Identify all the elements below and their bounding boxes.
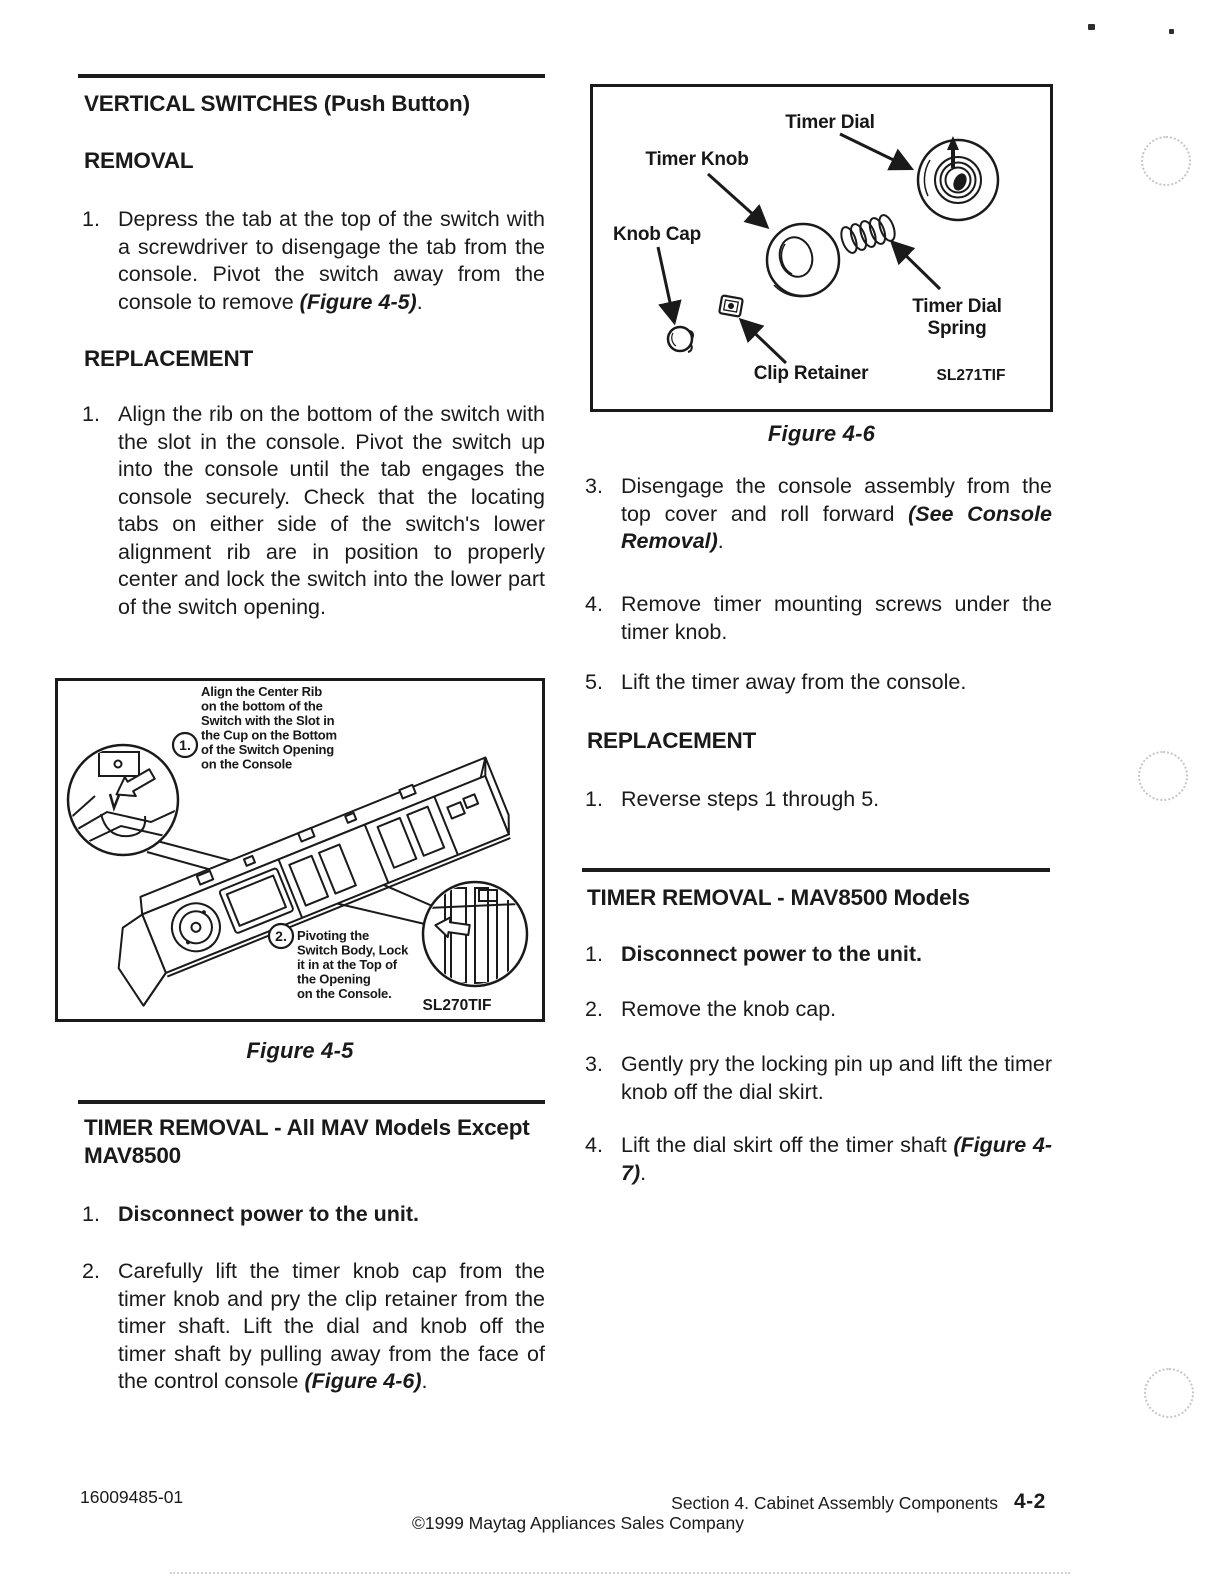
- replacement-step-1: [82, 401, 545, 621]
- figure-4-6-caption: Figure 4-6: [767, 421, 876, 446]
- section-divider-rule: [582, 868, 1050, 872]
- footer-page-number: 4-2: [1014, 1490, 1046, 1513]
- mav8500-step-4: [585, 1132, 1052, 1187]
- callout-2-number: 2.: [275, 928, 287, 944]
- step-number: 2.: [82, 1259, 100, 1283]
- mav8500-step-3: [585, 1051, 1052, 1106]
- step-text-run: Carefully lift the timer knob cap from the timer knob and pry the clip retainer from the timer shaft. Lift the dial and knob off the timer shaft by pulling away from the face of the control console: [118, 1259, 545, 1393]
- figure-4-6-image: [590, 84, 1053, 412]
- section-title-timer-removal-mav8500: TIMER REMOVAL - MAV8500 Models: [587, 885, 970, 910]
- scan-artifact-dot: [1169, 29, 1174, 34]
- step-text: Lift the timer away from the console.: [621, 670, 967, 694]
- scan-artifact-punch-ring: [1138, 751, 1188, 801]
- step-number: 3.: [585, 474, 603, 498]
- step-text-run: Lift the dial skirt off the timer shaft: [621, 1133, 954, 1157]
- step-number: 4.: [585, 1133, 603, 1157]
- footer-copyright: ©1999 Maytag Appliances Sales Company: [412, 1513, 744, 1533]
- step-number: 5.: [585, 670, 603, 694]
- step-number: 1.: [82, 207, 100, 231]
- step-number: 3.: [585, 1052, 603, 1076]
- figure-code-label: SL270TIF: [422, 997, 492, 1014]
- callout-1-line: of the Switch Opening: [201, 742, 335, 757]
- step-text: Gently pry the locking pin up and lift the timer knob off the dial skirt.: [621, 1052, 1052, 1104]
- callout-1-line: on the bottom of the: [201, 698, 323, 714]
- timer-removal-step-4: [585, 591, 1052, 646]
- section-divider-rule: [78, 74, 545, 78]
- heading-replacement: REPLACEMENT: [84, 346, 254, 371]
- step-number: 1.: [82, 1202, 100, 1226]
- figure-reference: (Figure 4-5): [299, 289, 417, 314]
- callout-2-line: Pivoting the: [297, 928, 369, 943]
- callout-2-line: on the Console.: [297, 986, 392, 1001]
- step-text-tail: .: [640, 1160, 647, 1185]
- label-timer-knob: Timer Knob: [645, 149, 749, 170]
- step-text: [118, 1258, 545, 1396]
- step-text: [118, 206, 545, 316]
- callout-1-line: Switch with the Slot in: [201, 713, 335, 728]
- magnifier-inset-1: [68, 745, 178, 855]
- footer-section-title: Section 4. Cabinet Assembly Components: [671, 1493, 998, 1513]
- figure-reference: (Figure 4-6): [304, 1369, 422, 1393]
- callout-1-line: the Cup on the Bottom: [201, 727, 337, 743]
- step-number: 1.: [82, 402, 100, 426]
- section-title-timer-removal-mav: TIMER REMOVAL - All MAV Models Except MAV8500: [84, 1115, 530, 1168]
- section-divider-rule: [78, 1100, 545, 1104]
- figure-4-5: [55, 678, 545, 1022]
- label-knob-cap: Knob Cap: [612, 224, 702, 245]
- callout-2-line: Switch Body, Lock: [297, 942, 409, 958]
- callout-1-line: Align the Center Rib: [201, 684, 322, 699]
- removal-step-1: [82, 206, 545, 316]
- step-text: [621, 1132, 1052, 1187]
- step-number: 4.: [585, 592, 603, 616]
- step-text-tail: .: [421, 1369, 428, 1393]
- footer-document-number: 16009485-01: [80, 1487, 184, 1507]
- step-text: Disconnect power to the unit.: [621, 942, 923, 966]
- label-timer-dial-spring-line1: Timer Dial: [912, 296, 1002, 317]
- figure-4-6: [590, 84, 1053, 412]
- step-number: 2.: [585, 997, 603, 1021]
- callout-1-number: 1.: [179, 737, 191, 753]
- step-number: 1.: [585, 942, 603, 966]
- step-text: Reverse steps 1 through 5.: [621, 787, 880, 811]
- scan-artifact-dot: [1088, 24, 1095, 30]
- callout-2-line: the Opening: [297, 971, 371, 987]
- figure-code-label: SL271TIF: [936, 367, 1006, 384]
- step-text: Remove the knob cap.: [621, 997, 837, 1021]
- step-text-tail: .: [717, 529, 724, 553]
- step-text: Align the rib on the bottom of the switch with the slot in the console. Pivot the switch up into the console until the tab engages the console securely. Check that the locating tabs on either side of the switch's lower alignment rib are in position to properly center and lock the switch into the lower part of the switch opening.: [118, 402, 545, 619]
- scan-artifact-line: [170, 1572, 1070, 1574]
- step-text: Remove timer mounting screws under the timer knob.: [621, 592, 1052, 644]
- figure-4-5-image: [55, 678, 545, 1022]
- scan-artifact-punch-ring: [1144, 1368, 1194, 1418]
- scan-artifact-punch-ring: [1141, 136, 1191, 186]
- timer-removal-step-1: [82, 1201, 545, 1229]
- label-timer-dial-spring-line2: Spring: [927, 318, 987, 339]
- figure-4-5-caption: Figure 4-5: [246, 1038, 354, 1063]
- figure-reference: (See Console Removal): [621, 501, 1053, 553]
- figure-border: [592, 86, 1052, 411]
- timer-removal-step-2: [82, 1258, 545, 1396]
- timer-removal-step-3: [585, 473, 1052, 556]
- step-text-tail: .: [416, 289, 423, 314]
- mav8500-step-1: [585, 941, 1052, 969]
- label-clip-retainer: Clip Retainer: [753, 363, 869, 384]
- mav8500-step-2: [585, 996, 1052, 1024]
- figure-reference: (Figure 4-7): [621, 1133, 1052, 1185]
- heading-replacement-right: REPLACEMENT: [587, 728, 757, 753]
- timer-removal-step-5: [585, 669, 1052, 697]
- callout-1-line: on the Console: [201, 756, 293, 772]
- label-timer-dial: Timer Dial: [785, 112, 875, 133]
- step-text-run: Depress the tab at the top of the switch with a screwdriver to disengage the tab from the console. Pivot the switch away from the console to remove: [118, 207, 545, 314]
- step-text-run: Disengage the console assembly from the top cover and roll forward: [621, 474, 1052, 526]
- step-text: Disconnect power to the unit.: [118, 1202, 420, 1226]
- section-title-vertical-switches: VERTICAL SWITCHES (Push Button): [84, 91, 470, 116]
- step-number: 1.: [585, 787, 603, 811]
- callout-2-line: it in at the Top of: [297, 957, 397, 972]
- step-text: [621, 473, 1052, 556]
- heading-removal: REMOVAL: [84, 148, 194, 173]
- replacement-step-1-right: [585, 786, 1052, 814]
